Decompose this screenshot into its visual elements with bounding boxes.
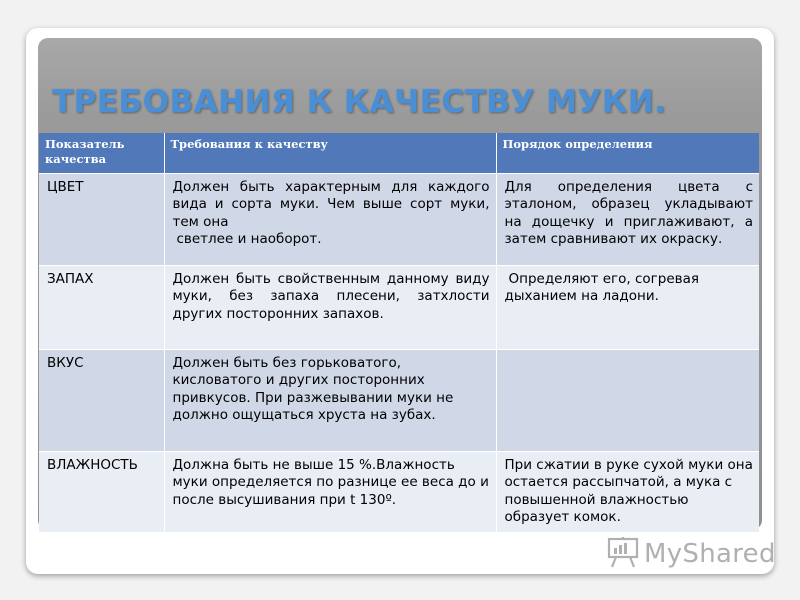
requirement-cell: Должен быть без горьковатого, кисловатого и других посторонних привкусов. При разжевывании муки не должно ощущаться хруста на зубах. xyxy=(164,350,496,452)
table-row xyxy=(39,266,759,350)
requirement-cell: Должна быть не выше 15 %.Влажность муки определяется по разнице ее веса до и после высушивания при t 130º. xyxy=(164,452,496,532)
method-cell: Для определения цвета с эталоном, образец укладывают на дощечку и приглаживают, а затем сравнивают их окраску. xyxy=(496,174,759,266)
indicator-cell: ВЛАЖНОСТЬ xyxy=(39,452,164,532)
quality-requirements-table xyxy=(39,133,759,532)
header-requirement: Требования к качеству xyxy=(164,133,496,174)
method-cell xyxy=(496,266,759,350)
indicator-cell: ЗАПАХ xyxy=(39,266,164,350)
method-cell: При сжатии в руке сухой муки она остается рассыпчатой, а мука с повышенной влажностью образует комок. xyxy=(496,452,759,532)
requirement-cell xyxy=(164,174,496,266)
requirement-text: Должен быть характерным для каждого вида и сорта муки. Чем выше сорт муки, тем она xyxy=(172,179,490,230)
requirement-cell: Должен быть свойственным данному виду муки, без запаха плесени, затхлости других посторонних запахов. xyxy=(164,266,496,350)
header-method: Порядок определения xyxy=(496,133,759,174)
header-indicator: Показатель качества xyxy=(39,133,164,174)
method-text: Определяют его, согревая дыханием на ладони. xyxy=(504,271,699,305)
requirement-text-continued: светлее и наоборот. xyxy=(176,230,322,247)
table-header-row xyxy=(39,133,759,174)
indicator-cell: ЦВЕТ xyxy=(39,174,164,266)
indicator-cell: ВКУС xyxy=(39,350,164,452)
table-row xyxy=(39,452,759,532)
method-cell xyxy=(496,350,759,452)
slide-title: ТРЕБОВАНИЯ К КАЧЕСТВУ МУКИ. xyxy=(52,84,667,120)
projector-board-icon xyxy=(606,535,640,573)
watermark-text: MyShared xyxy=(644,539,776,569)
table-row xyxy=(39,350,759,452)
table-row xyxy=(39,174,759,266)
watermark xyxy=(606,536,776,572)
